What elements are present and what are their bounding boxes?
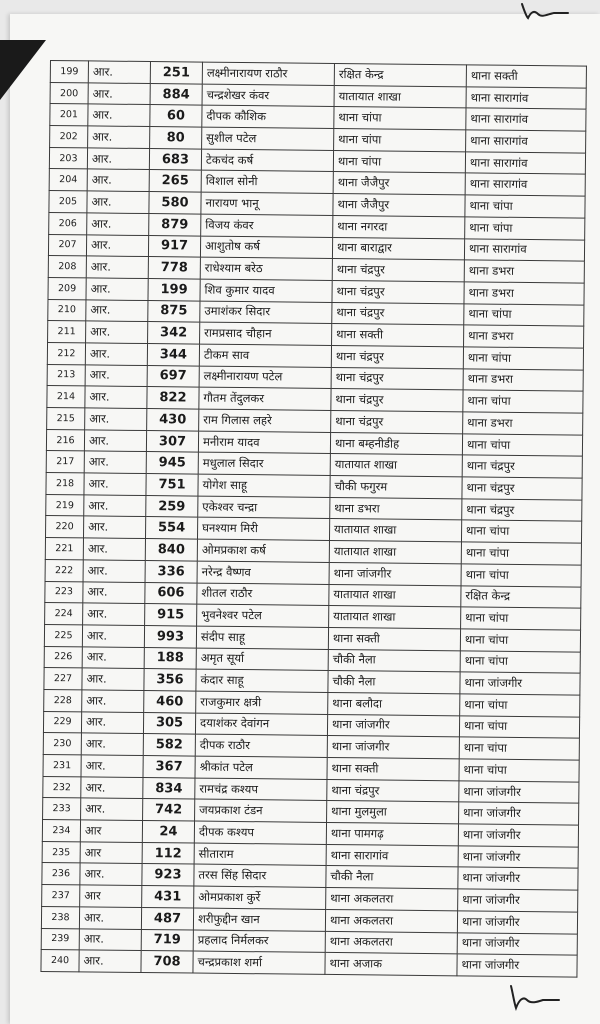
rank-cell: आर.: [88, 126, 150, 148]
new-posting-cell: थाना डभरा: [464, 260, 584, 283]
rank-cell: आर.: [87, 148, 149, 170]
new-posting-cell: थाना सारागांव: [466, 130, 586, 153]
new-posting-cell: थाना जांजगीर: [459, 781, 579, 804]
serial-number-cell: 237: [42, 885, 80, 907]
rank-cell: आर.: [80, 863, 142, 885]
employee-name-cell: सीताराम: [194, 843, 326, 866]
rank-cell: आर.: [85, 408, 147, 430]
badge-number-cell: 751: [146, 474, 198, 496]
employee-name-cell: दीपक राठौर: [195, 734, 327, 757]
serial-number-cell: 216: [46, 429, 84, 451]
badge-number-cell: 112: [142, 842, 194, 864]
table-body: [41, 61, 587, 977]
badge-number-cell: 487: [141, 907, 193, 929]
current-posting-cell: थाना चांपा: [334, 129, 466, 152]
badge-number-cell: 307: [146, 430, 198, 452]
badge-number-cell: 879: [149, 213, 201, 235]
badge-number-cell: 742: [143, 799, 195, 821]
new-posting-cell: थाना सारागांव: [465, 152, 585, 175]
transfer-list-table: [40, 60, 587, 977]
badge-number-cell: 430: [147, 409, 199, 431]
employee-name-cell: एकेश्वर चन्द्रा: [198, 496, 330, 519]
serial-number-cell: 224: [45, 603, 83, 625]
current-posting-cell: थाना जैजैपुर: [333, 194, 465, 217]
new-posting-cell: थाना चांपा: [465, 195, 585, 218]
current-posting-cell: थाना चांपा: [334, 107, 466, 130]
new-posting-cell: थाना चांपा: [459, 715, 579, 738]
rank-cell: आर.: [79, 950, 141, 972]
rank-cell: आर.: [79, 928, 141, 950]
serial-number-cell: 213: [47, 364, 85, 386]
new-posting-cell: थाना जांजगीर: [459, 802, 579, 825]
new-posting-cell: थाना जांजगीर: [457, 954, 577, 977]
current-posting-cell: थाना नगरदा: [333, 215, 465, 238]
current-posting-cell: थाना जांजगीर: [327, 736, 459, 759]
rank-cell: आर.: [83, 603, 145, 625]
badge-number-cell: 554: [145, 517, 197, 539]
current-posting-cell: थाना चंद्रपुर: [332, 259, 464, 282]
serial-number-cell: 229: [43, 711, 81, 733]
current-posting-cell: थाना चंद्रपुर: [331, 367, 463, 390]
new-posting-cell: थाना डभरा: [463, 368, 583, 391]
employee-name-cell: विशाल सोनी: [201, 171, 333, 194]
employee-name-cell: शीतल राठौर: [197, 583, 329, 606]
current-posting-cell: थाना चंद्रपुर: [331, 389, 463, 412]
serial-number-cell: 222: [45, 559, 83, 581]
employee-name-cell: राजकुमार क्षत्री: [196, 691, 328, 714]
badge-number-cell: 945: [146, 452, 198, 474]
employee-name-cell: घनश्याम मिरी: [197, 518, 329, 541]
new-posting-cell: थाना चांपा: [460, 629, 580, 652]
badge-number-cell: 80: [150, 127, 202, 149]
serial-number-cell: 209: [48, 277, 86, 299]
employee-name-cell: प्रहलाद निर्मलकर: [193, 930, 325, 953]
current-posting-cell: थाना चंद्रपुर: [327, 779, 459, 802]
rank-cell: आर.: [81, 755, 143, 777]
badge-number-cell: 606: [145, 582, 197, 604]
new-posting-cell: थाना चांपा: [461, 607, 581, 630]
employee-name-cell: रामप्रसाद चौहान: [200, 322, 332, 345]
badge-number-cell: 251: [150, 62, 202, 84]
badge-number-cell: 336: [145, 560, 197, 582]
current-posting-cell: यातायात शाखा: [330, 454, 462, 477]
employee-name-cell: दीपक कश्यप: [194, 821, 326, 844]
new-posting-cell: थाना सक्ती: [466, 65, 586, 88]
serial-number-cell: 205: [49, 191, 87, 213]
serial-number-cell: 231: [43, 754, 81, 776]
signature-mark-top: [518, 0, 578, 22]
employee-name-cell: शरीफुद्दीन खान: [193, 908, 325, 931]
badge-number-cell: 305: [143, 712, 195, 734]
new-posting-cell: थाना चांपा: [463, 390, 583, 413]
serial-number-cell: 235: [42, 841, 80, 863]
rank-cell: आर.: [81, 777, 143, 799]
current-posting-cell: यातायात शाखा: [329, 519, 461, 542]
serial-number-cell: 217: [46, 451, 84, 473]
new-posting-cell: थाना डभरा: [464, 325, 584, 348]
serial-number-cell: 233: [43, 798, 81, 820]
new-posting-cell: थाना डभरा: [463, 412, 583, 435]
badge-number-cell: 199: [148, 278, 200, 300]
rank-cell: आर.: [87, 191, 149, 213]
badge-number-cell: 342: [148, 322, 200, 344]
serial-number-cell: 223: [45, 581, 83, 603]
badge-number-cell: 993: [144, 625, 196, 647]
employee-name-cell: नारायण भानू: [201, 192, 333, 215]
serial-number-cell: 225: [44, 624, 82, 646]
badge-number-cell: 778: [148, 257, 200, 279]
badge-number-cell: 915: [145, 604, 197, 626]
rank-cell: आर.: [86, 278, 148, 300]
employee-name-cell: चन्द्रशेखर कंवर: [202, 84, 334, 107]
badge-number-cell: 582: [143, 734, 195, 756]
current-posting-cell: थाना डभरा: [330, 497, 462, 520]
serial-number-cell: 220: [45, 516, 83, 538]
new-posting-cell: थाना जांजगीर: [457, 911, 577, 934]
current-posting-cell: थाना अजाक: [325, 953, 457, 976]
badge-number-cell: 431: [142, 886, 194, 908]
serial-number-cell: 232: [43, 776, 81, 798]
new-posting-cell: थाना जांजगीर: [458, 867, 578, 890]
badge-number-cell: 265: [149, 170, 201, 192]
employee-name-cell: उमाशंकर सिदार: [200, 301, 332, 324]
serial-number-cell: 199: [50, 61, 88, 83]
new-posting-cell: थाना चांपा: [459, 759, 579, 782]
employee-name-cell: लक्ष्मीनारायण राठौर: [202, 62, 334, 85]
employee-name-cell: गौतम तेंदुलकर: [199, 387, 331, 410]
current-posting-cell: थाना सक्ती: [327, 757, 459, 780]
rank-cell: आर.: [84, 451, 146, 473]
current-posting-cell: चौकी नैला: [328, 671, 460, 694]
current-posting-cell: थाना जैजैपुर: [333, 172, 465, 195]
rank-cell: आर.: [86, 299, 148, 321]
rank-cell: आर.: [83, 538, 145, 560]
new-posting-cell: थाना सारागांव: [465, 173, 585, 196]
current-posting-cell: थाना सक्ती: [332, 324, 464, 347]
serial-number-cell: 204: [49, 169, 87, 191]
serial-number-cell: 214: [47, 386, 85, 408]
current-posting-cell: चौकी नैला: [326, 866, 458, 889]
new-posting-cell: थाना सारागांव: [466, 108, 586, 131]
new-posting-cell: थाना सारागांव: [464, 238, 584, 261]
current-posting-cell: थाना बम्हनीडीह: [330, 432, 462, 455]
rank-cell: आर.: [87, 169, 149, 191]
serial-number-cell: 234: [42, 820, 80, 842]
employee-name-cell: मधुलाल सिदार: [198, 452, 330, 475]
serial-number-cell: 208: [48, 256, 86, 278]
rank-cell: आर.: [81, 711, 143, 733]
serial-number-cell: 211: [48, 321, 86, 343]
current-posting-cell: थाना सक्ती: [328, 627, 460, 650]
rank-cell: आर.: [82, 646, 144, 668]
new-posting-cell: थाना चांपा: [462, 434, 582, 457]
badge-number-cell: 840: [145, 539, 197, 561]
employee-name-cell: जयप्रकाश टंडन: [195, 799, 327, 822]
new-posting-cell: थाना चांपा: [463, 347, 583, 370]
badge-number-cell: 822: [147, 387, 199, 409]
employee-name-cell: ओमप्रकाश कर्ष: [197, 539, 329, 562]
current-posting-cell: थाना पामगढ़: [326, 823, 458, 846]
serial-number-cell: 200: [50, 82, 88, 104]
rank-cell: आर: [80, 842, 142, 864]
new-posting-cell: थाना चांपा: [461, 520, 581, 543]
dark-corner-shadow: [0, 40, 46, 100]
serial-number-cell: 203: [49, 147, 87, 169]
rank-cell: आर: [80, 820, 142, 842]
rank-cell: आर.: [88, 104, 150, 126]
current-posting-cell: थाना अकलतरा: [325, 909, 457, 932]
current-posting-cell: थाना चंद्रपुर: [331, 410, 463, 433]
rank-cell: आर.: [79, 907, 141, 929]
badge-number-cell: 917: [148, 235, 200, 257]
new-posting-cell: थाना डभरा: [464, 282, 584, 305]
badge-number-cell: 356: [144, 669, 196, 691]
employee-name-cell: राम गिलास लहरे: [199, 409, 331, 432]
serial-number-cell: 207: [48, 234, 86, 256]
current-posting-cell: थाना चांपा: [333, 150, 465, 173]
new-posting-cell: थाना चांपा: [461, 542, 581, 565]
employee-name-cell: शिव कुमार यादव: [200, 279, 332, 302]
current-posting-cell: यातायात शाखा: [329, 606, 461, 629]
new-posting-cell: थाना सारागांव: [466, 87, 586, 110]
new-posting-cell: थाना चांपा: [460, 694, 580, 717]
current-posting-cell: यातायात शाखा: [329, 541, 461, 564]
current-posting-cell: यातायात शाखा: [329, 584, 461, 607]
rank-cell: आर.: [84, 473, 146, 495]
badge-number-cell: 367: [143, 756, 195, 778]
rank-cell: आर: [80, 885, 142, 907]
badge-number-cell: 923: [142, 864, 194, 886]
badge-number-cell: 884: [150, 83, 202, 105]
badge-number-cell: 834: [143, 777, 195, 799]
signature-mark-bottom: [505, 980, 569, 1014]
current-posting-cell: थाना अकलतरा: [325, 931, 457, 954]
serial-number-cell: 230: [43, 733, 81, 755]
employee-name-cell: योगेश साहू: [198, 474, 330, 497]
employee-name-cell: दीपक कौशिक: [202, 105, 334, 128]
current-posting-cell: थाना चंद्रपुर: [332, 280, 464, 303]
serial-number-cell: 236: [42, 863, 80, 885]
badge-number-cell: 460: [144, 690, 196, 712]
badge-number-cell: 683: [149, 148, 201, 170]
new-posting-cell: रक्षित केन्द्र: [461, 585, 581, 608]
employee-name-cell: आशुतोष कर्ष: [200, 236, 332, 259]
serial-number-cell: 202: [50, 126, 88, 148]
badge-number-cell: 708: [141, 951, 193, 973]
new-posting-cell: थाना चंद्रपुर: [462, 455, 582, 478]
current-posting-cell: रक्षित केन्द्र: [334, 63, 466, 86]
rank-cell: आर.: [83, 581, 145, 603]
serial-number-cell: 218: [46, 473, 84, 495]
employee-name-cell: टेकचंद कर्ष: [201, 149, 333, 172]
badge-number-cell: 697: [147, 365, 199, 387]
rank-cell: आर.: [87, 213, 149, 235]
current-posting-cell: थाना जांजगीर: [327, 714, 459, 737]
serial-number-cell: 239: [41, 928, 79, 950]
serial-number-cell: 228: [44, 689, 82, 711]
new-posting-cell: थाना जांजगीर: [458, 889, 578, 912]
rank-cell: आर.: [83, 560, 145, 582]
new-posting-cell: थाना चांपा: [465, 217, 585, 240]
employee-name-cell: कंदार साहू: [196, 669, 328, 692]
rank-cell: आर.: [83, 516, 145, 538]
rank-cell: आर.: [81, 733, 143, 755]
employee-name-cell: श्रीकांत पटेल: [195, 756, 327, 779]
employee-name-cell: रामचंद्र कश्यप: [195, 778, 327, 801]
rank-cell: आर.: [86, 234, 148, 256]
employee-name-cell: चन्द्रप्रकाश शर्मा: [193, 951, 325, 974]
current-posting-cell: थाना अकलतरा: [326, 888, 458, 911]
rank-cell: आर.: [81, 798, 143, 820]
employee-name-cell: भुवनेश्वर पटेल: [197, 604, 329, 627]
serial-number-cell: 210: [48, 299, 86, 321]
new-posting-cell: थाना जांजगीर: [458, 846, 578, 869]
rank-cell: आर.: [85, 386, 147, 408]
employee-name-cell: संदीप साहू: [196, 626, 328, 649]
employee-name-cell: टीकम साव: [199, 344, 331, 367]
current-posting-cell: थाना सारागांव: [326, 844, 458, 867]
employee-name-cell: दयाशंकर देवांगन: [195, 713, 327, 736]
current-posting-cell: थाना जांजगीर: [329, 562, 461, 585]
rank-cell: आर.: [88, 83, 150, 105]
new-posting-cell: थाना चांपा: [461, 564, 581, 587]
employee-name-cell: विजय कंवर: [201, 214, 333, 237]
employee-name-cell: अमृत सूर्या: [196, 648, 328, 671]
badge-number-cell: 188: [144, 647, 196, 669]
badge-number-cell: 259: [146, 495, 198, 517]
current-posting-cell: थाना बलौदा: [328, 692, 460, 715]
serial-number-cell: 240: [41, 950, 79, 972]
badge-number-cell: 719: [141, 929, 193, 951]
rank-cell: आर.: [88, 61, 150, 83]
current-posting-cell: चौकी नैला: [328, 649, 460, 672]
rank-cell: आर.: [85, 343, 147, 365]
current-posting-cell: थाना बाराद्वार: [332, 237, 464, 260]
rank-cell: आर.: [82, 690, 144, 712]
serial-number-cell: 212: [47, 342, 85, 364]
new-posting-cell: थाना चंद्रपुर: [462, 499, 582, 522]
serial-number-cell: 227: [44, 668, 82, 690]
employee-name-cell: मनीराम यादव: [198, 431, 330, 454]
current-posting-cell: थाना चंद्रपुर: [332, 302, 464, 325]
serial-number-cell: 219: [46, 494, 84, 516]
rank-cell: आर.: [84, 430, 146, 452]
serial-number-cell: 201: [50, 104, 88, 126]
new-posting-cell: थाना चंद्रपुर: [462, 477, 582, 500]
badge-number-cell: 60: [150, 105, 202, 127]
serial-number-cell: 238: [41, 906, 79, 928]
rank-cell: आर.: [82, 668, 144, 690]
badge-number-cell: 875: [148, 300, 200, 322]
current-posting-cell: थाना मुलमुला: [327, 801, 459, 824]
current-posting-cell: यातायात शाखा: [334, 85, 466, 108]
employee-name-cell: लक्ष्मीनारायण पटेल: [199, 366, 331, 389]
new-posting-cell: थाना जांजगीर: [460, 672, 580, 695]
employee-name-cell: ओमप्रकाश कुर्रे: [194, 886, 326, 909]
current-posting-cell: चौकी फगुरम: [330, 476, 462, 499]
current-posting-cell: थाना चंद्रपुर: [331, 345, 463, 368]
new-posting-cell: थाना जांजगीर: [458, 824, 578, 847]
serial-number-cell: 206: [49, 212, 87, 234]
new-posting-cell: थाना चांपा: [459, 737, 579, 760]
rank-cell: आर.: [84, 495, 146, 517]
rank-cell: आर.: [86, 256, 148, 278]
new-posting-cell: थाना चांपा: [464, 303, 584, 326]
employee-name-cell: तरस सिंह सिदार: [194, 864, 326, 887]
badge-number-cell: 24: [142, 821, 194, 843]
serial-number-cell: 215: [47, 407, 85, 429]
rank-cell: आर.: [85, 365, 147, 387]
new-posting-cell: थाना जांजगीर: [457, 932, 577, 955]
employee-name-cell: सुशील पटेल: [202, 127, 334, 150]
serial-number-cell: 226: [44, 646, 82, 668]
rank-cell: आर.: [86, 321, 148, 343]
badge-number-cell: 344: [147, 343, 199, 365]
new-posting-cell: थाना चांपा: [460, 650, 580, 673]
serial-number-cell: 221: [45, 538, 83, 560]
badge-number-cell: 580: [149, 192, 201, 214]
employee-name-cell: राधेश्याम बरेठ: [200, 257, 332, 280]
employee-name-cell: नरेन्द्र वैष्णव: [197, 561, 329, 584]
rank-cell: आर.: [82, 625, 144, 647]
